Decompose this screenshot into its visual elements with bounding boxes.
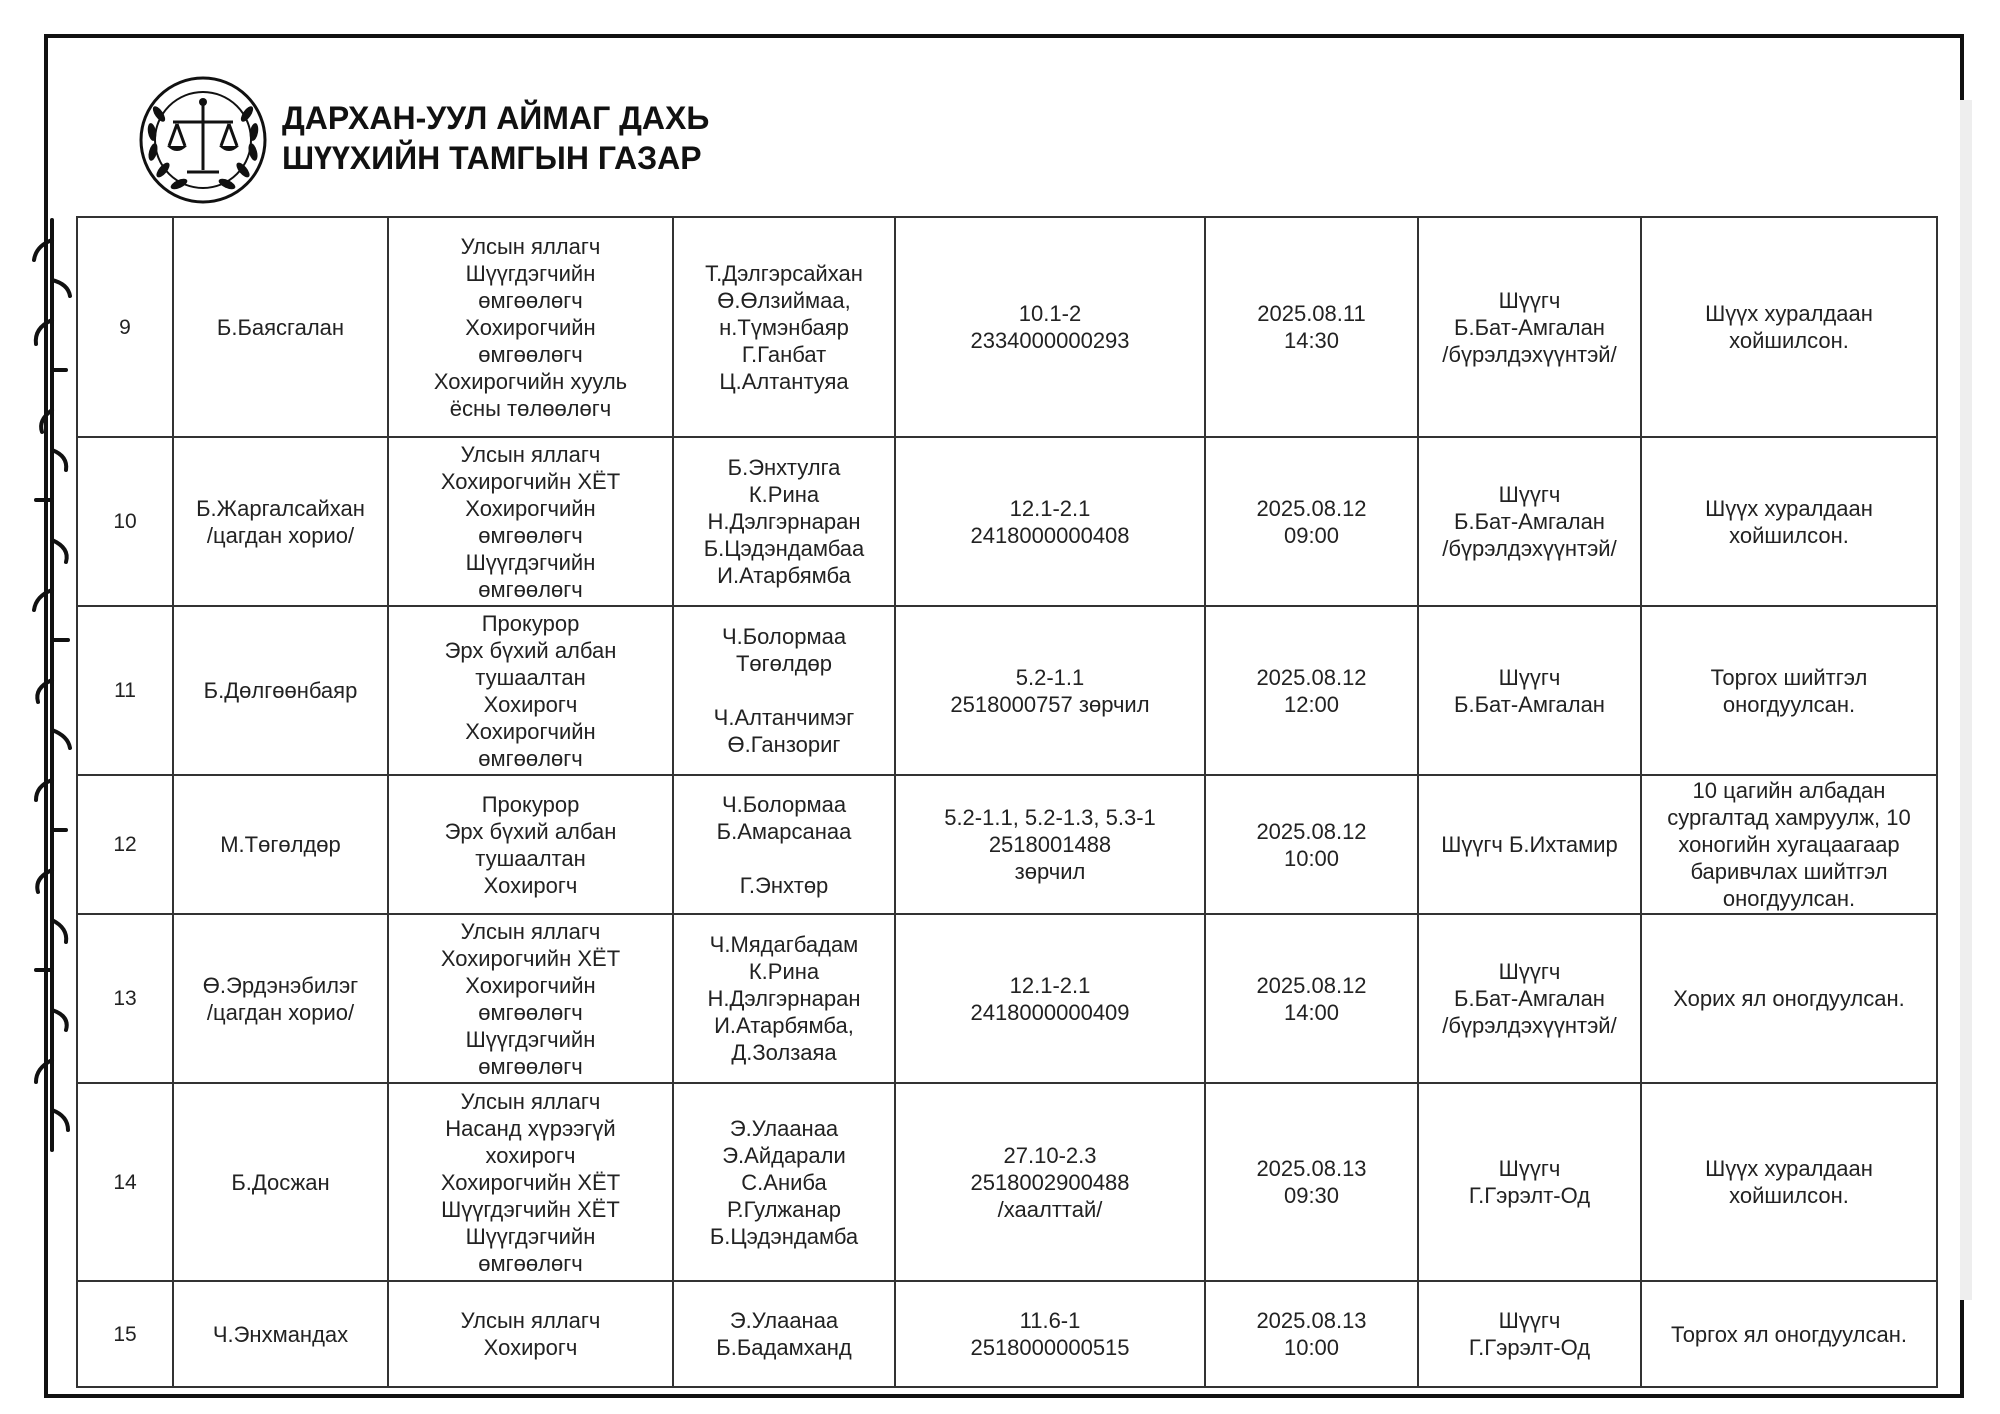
cell-participants [388, 606, 673, 775]
title-line-2: ШҮҮХИЙН ТАМГЫН ГАЗАР [282, 140, 702, 176]
scan-edge [1960, 100, 1972, 1300]
cell-datetime-line: 2025.08.12 [1256, 818, 1367, 844]
cell-names [673, 437, 895, 606]
cell-names-line: Ч.Болормаа [721, 791, 847, 817]
cell-datetime-line: 14:00 [1283, 999, 1340, 1025]
cell-judge-line: Шүүгч [1498, 482, 1561, 507]
cell-names-line [678, 845, 890, 872]
cell-names-line: Ө.Өлзиймаа, [717, 287, 851, 313]
cell-names-line: Ц.Алтантуяа [719, 368, 849, 394]
cell-datetime-line: 2025.08.12 [1256, 495, 1367, 521]
cell-judge [1418, 775, 1641, 914]
table-row [77, 217, 1937, 437]
cell-judge-line: Б.Бат-Амгалан [1454, 986, 1605, 1011]
court-schedule-table [76, 216, 1938, 1388]
cell-participants-line: Хохирогч [483, 691, 578, 717]
cell-judge-line: Б.Бат-Амгалан [1454, 509, 1605, 534]
cell-result-line: Хорих ял оногдуулсан. [1673, 986, 1905, 1011]
cell-defendant-line: Б.Дөлгөөнбаяр [203, 678, 358, 703]
cell-names-line [678, 677, 890, 704]
cell-names-line: Д.Золзаяа [731, 1040, 837, 1065]
cell-participants-line: Хохирогчийн [465, 972, 596, 998]
cell-defendant-line: М.Төгөлдөр [220, 832, 341, 857]
cell-result-line: баривчлах шийтгэл [1690, 859, 1888, 884]
cell-participants [388, 1281, 673, 1387]
cell-result [1641, 914, 1937, 1083]
cell-names-line: Н.Дэлгэрнаран [707, 986, 861, 1011]
cell-defendant-line: Б.Досжан [231, 1169, 330, 1195]
cell-datetime-line: 14:30 [1283, 328, 1340, 353]
cell-defendant-line: Б.Баясгалан [216, 314, 345, 340]
cell-number: 10 [77, 437, 173, 606]
cell-case-line: 2334000000293 [970, 328, 1130, 353]
cell-case [895, 914, 1205, 1083]
cell-names-line: Ч.Болормаа [721, 624, 847, 649]
cell-participants-line: Хохирогчийн [465, 495, 596, 521]
cell-names-line: Төгөлдөр [735, 651, 833, 676]
cell-datetime [1205, 217, 1418, 437]
cell-names [673, 606, 895, 775]
cell-defendant-line: Ч.Энхмандах [212, 1321, 349, 1347]
cell-participants-line: Шүүгдэгчийн [465, 1026, 596, 1052]
cell-case-line: 2418000000408 [970, 522, 1130, 548]
cell-names-line: Г.Энхтөр [739, 872, 829, 898]
cell-names [673, 775, 895, 914]
cell-number: 13 [77, 914, 173, 1083]
cell-result-line: Торгох шийтгэл [1710, 664, 1868, 690]
cell-judge-line: Шүүгч Б.Ихтамир [1441, 832, 1618, 857]
cell-judge [1418, 1083, 1641, 1281]
table-row [77, 606, 1937, 775]
cell-datetime-line: 2025.08.11 [1257, 301, 1366, 326]
cell-result-line: хойшилсон. [1729, 328, 1849, 353]
cell-participants-line: Хохирогчийн ХЁТ [440, 945, 621, 971]
cell-judge-line: Шүүгч [1498, 664, 1561, 690]
cell-participants-line: Улсын яллагч [460, 918, 601, 944]
cell-datetime-line: 12:00 [1283, 691, 1340, 717]
cell-judge-line: Г.Гэрэлт-Од [1468, 1183, 1591, 1208]
cell-participants-line: өмгөөлөгч [478, 522, 583, 548]
cell-participants-line: өмгөөлөгч [478, 1250, 583, 1276]
cell-participants [388, 437, 673, 606]
cell-case-line: 2418000000409 [970, 999, 1130, 1025]
cell-names-line: Р.Гулжанар [727, 1196, 841, 1222]
cell-names-line: Т.Дэлгэрсайхан [705, 260, 863, 286]
cell-defendant [173, 1083, 388, 1281]
cell-participants-line: Шүүгдэгчийн [465, 1223, 596, 1249]
cell-participants-line: Улсын яллагч [460, 233, 601, 259]
table-row [77, 1083, 1937, 1281]
cell-names-line: Ө.Ганзориг [727, 732, 841, 757]
cell-participants-line: Эрх бүхий албан [444, 637, 617, 663]
cell-participants-line: Хохирогчийн ХЁТ [440, 468, 621, 494]
vertical-mongolian-script [22, 210, 82, 1160]
cell-names-line: С.Аниба [741, 1169, 827, 1195]
cell-case-line: /хаалттай/ [997, 1196, 1103, 1222]
cell-names-line: Б.Амарсанаа [716, 818, 852, 844]
cell-judge [1418, 217, 1641, 437]
cell-defendant [173, 775, 388, 914]
cell-datetime-line: 10:00 [1283, 845, 1340, 871]
cell-participants-line: Прокурор [481, 791, 580, 817]
cell-case [895, 217, 1205, 437]
cell-result-line: хойшилсон. [1729, 1183, 1849, 1208]
cell-result-line: Шүүх хуралдаан [1705, 301, 1873, 326]
cell-case-line: 2518001488 [988, 832, 1112, 857]
cell-names-line: Э.Улаанаа [729, 1308, 839, 1333]
cell-names-line: Ч.Алтанчимэг [713, 705, 855, 730]
cell-participants-line: Хохирогчийн [465, 718, 596, 744]
cell-participants-line: тушаалтан [475, 845, 586, 871]
cell-datetime-line: 2025.08.13 [1256, 1156, 1367, 1181]
cell-case [895, 1083, 1205, 1281]
court-emblem-logo [137, 74, 269, 206]
title-line-1: ДАРХАН-УУЛ АЙМАГ ДАХЬ [282, 100, 710, 136]
cell-datetime-line: 2025.08.13 [1256, 1308, 1367, 1333]
cell-names-line: н.Түмэнбаяр [719, 314, 849, 340]
cell-participants-line: өмгөөлөгч [478, 1053, 583, 1079]
cell-participants-line: Хохирогчийн ХЁТ [440, 1169, 621, 1195]
cell-participants-line: Насанд хүрээгүй [445, 1115, 616, 1141]
cell-judge-line: /бүрэлдэхүүнтэй/ [1442, 341, 1617, 367]
cell-names-line: Б.Бадамханд [716, 1335, 852, 1360]
cell-result-line: оногдуулсан. [1722, 886, 1856, 911]
cell-participants-line: Хохирогч [483, 872, 578, 898]
cell-result-line: оногдуулсан. [1722, 691, 1856, 717]
cell-judge-line: /бүрэлдэхүүнтэй/ [1442, 1013, 1617, 1038]
cell-judge-line: Шүүгч [1498, 959, 1561, 984]
cell-judge-line: Г.Гэрэлт-Од [1468, 1335, 1591, 1360]
cell-datetime [1205, 914, 1418, 1083]
cell-result-line: 10 цагийн албадан [1692, 778, 1886, 803]
cell-result [1641, 437, 1937, 606]
cell-result [1641, 775, 1937, 914]
cell-names-line: Н.Дэлгэрнаран [707, 509, 861, 534]
cell-case-line: 2518002900488 [970, 1169, 1130, 1195]
cell-defendant [173, 437, 388, 606]
cell-datetime [1205, 1281, 1418, 1387]
cell-case-line: 10.1-2 [1018, 301, 1082, 326]
cell-names-line: Г.Ганбат [741, 341, 827, 367]
organization-title [282, 98, 709, 178]
cell-participants-line: Шүүгдэгчийн [465, 260, 596, 286]
cell-defendant [173, 606, 388, 775]
cell-participants-line: Эрх бүхий албан [444, 818, 617, 844]
cell-names [673, 1083, 895, 1281]
cell-case-line: 12.1-2.1 [1009, 495, 1091, 521]
cell-result [1641, 217, 1937, 437]
cell-defendant-line: /цагдан хорио/ [206, 999, 355, 1025]
cell-participants-line: өмгөөлөгч [478, 576, 583, 602]
cell-defendant [173, 1281, 388, 1387]
cell-names-line: Ч.Мядагбадам [709, 932, 859, 957]
cell-judge-line: Шүүгч [1498, 287, 1561, 313]
cell-datetime [1205, 437, 1418, 606]
cell-names-line: К.Рина [748, 959, 820, 984]
cell-participants [388, 1083, 673, 1281]
cell-judge-line: Шүүгч [1498, 1308, 1561, 1333]
cell-result [1641, 606, 1937, 775]
cell-participants-line: Хохирогчийн хууль [433, 368, 628, 394]
cell-case-line: 12.1-2.1 [1009, 972, 1091, 998]
cell-datetime [1205, 606, 1418, 775]
cell-number: 12 [77, 775, 173, 914]
cell-case-line: зөрчил [1014, 859, 1086, 884]
table-row [77, 437, 1937, 606]
cell-result-line: сургалтад хамруулж, 10 [1667, 805, 1911, 830]
cell-judge [1418, 606, 1641, 775]
cell-result-line: Торгох ял оногдуулсан. [1670, 1321, 1908, 1347]
cell-names [673, 1281, 895, 1387]
cell-case-line: 5.2-1.1, 5.2-1.3, 5.3-1 [944, 805, 1156, 830]
cell-number: 11 [77, 606, 173, 775]
cell-case [895, 437, 1205, 606]
cell-participants-line: Прокурор [481, 610, 580, 636]
cell-case-line: 2518000000515 [970, 1335, 1130, 1360]
cell-number: 14 [77, 1083, 173, 1281]
cell-participants-line: өмгөөлөгч [478, 745, 583, 771]
cell-result-line: Шүүх хуралдаан [1705, 495, 1873, 521]
cell-names-line: Б.Цэдэндамбаа [703, 536, 865, 561]
cell-judge-line: /бүрэлдэхүүнтэй/ [1442, 536, 1617, 561]
cell-participants-line: Хохирогчийн [465, 314, 596, 340]
cell-names [673, 914, 895, 1083]
cell-number: 15 [77, 1281, 173, 1387]
cell-participants-line: өмгөөлөгч [478, 287, 583, 313]
cell-datetime-line: 10:00 [1283, 1335, 1340, 1360]
table-row [77, 775, 1937, 914]
cell-defendant-line: Б.Жаргалсайхан [196, 495, 365, 521]
table-row [77, 914, 1937, 1083]
cell-participants [388, 914, 673, 1083]
cell-case [895, 1281, 1205, 1387]
cell-judge [1418, 437, 1641, 606]
cell-case-line: 2518000757 зөрчил [950, 691, 1150, 717]
cell-names-line: И.Атарбямба, [714, 1013, 854, 1038]
cell-judge [1418, 1281, 1641, 1387]
cell-defendant [173, 914, 388, 1083]
cell-case-line: 5.2-1.1 [1015, 664, 1085, 690]
cell-judge-line: Шүүгч [1498, 1156, 1561, 1181]
cell-datetime [1205, 1083, 1418, 1281]
cell-names-line: К.Рина [748, 482, 820, 507]
cell-names-line: Э.Айдарали [722, 1142, 846, 1168]
cell-datetime-line: 2025.08.12 [1256, 664, 1367, 690]
cell-datetime-line: 2025.08.12 [1256, 972, 1367, 998]
cell-datetime [1205, 775, 1418, 914]
cell-participants-line: Улсын яллагч [460, 1308, 601, 1333]
cell-names-line: И.Атарбямба [717, 563, 851, 588]
cell-participants-line: өмгөөлөгч [478, 341, 583, 367]
cell-case [895, 775, 1205, 914]
cell-judge [1418, 914, 1641, 1083]
cell-result-line: Шүүх хуралдаан [1705, 1156, 1873, 1181]
cell-result-line: хойшилсон. [1729, 522, 1849, 548]
cell-result [1641, 1281, 1937, 1387]
cell-defendant [173, 217, 388, 437]
cell-number: 9 [77, 217, 173, 437]
cell-case-line: 11.6-1 [1019, 1308, 1081, 1333]
cell-names-line: Б.Энхтулга [727, 455, 841, 480]
table-row [77, 1281, 1937, 1387]
cell-result-line: хоногийн хугацаагаар [1678, 832, 1900, 857]
cell-participants-line: тушаалтан [475, 664, 586, 690]
cell-datetime-line: 09:30 [1283, 1183, 1340, 1208]
cell-participants-line: Шүүгдэгчийн [465, 549, 596, 575]
cell-participants-line: Улсын яллагч [460, 441, 601, 467]
cell-names [673, 217, 895, 437]
cell-case-line: 27.10-2.3 [1003, 1142, 1097, 1168]
cell-defendant-line: Ө.Эрдэнэбилэг [202, 972, 359, 998]
cell-names-line: Б.Цэдэндамба [709, 1223, 859, 1249]
cell-defendant-line: /цагдан хорио/ [206, 522, 355, 548]
cell-participants-line: Улсын яллагч [460, 1088, 601, 1114]
cell-case [895, 606, 1205, 775]
cell-judge-line: Б.Бат-Амгалан [1454, 691, 1605, 717]
cell-names-line: Э.Улаанаа [729, 1115, 839, 1141]
cell-participants-line: Хохирогч [483, 1335, 578, 1360]
cell-participants-line: Шүүгдэгчийн ХЁТ [441, 1196, 620, 1222]
cell-participants-line: хохирогч [485, 1142, 576, 1168]
cell-participants-line: өмгөөлөгч [478, 999, 583, 1025]
cell-result [1641, 1083, 1937, 1281]
cell-datetime-line: 09:00 [1283, 522, 1340, 548]
cell-judge-line: Б.Бат-Амгалан [1454, 314, 1605, 340]
cell-participants-line: ёсны төлөөлөгч [449, 395, 612, 421]
cell-participants [388, 217, 673, 437]
cell-participants [388, 775, 673, 914]
